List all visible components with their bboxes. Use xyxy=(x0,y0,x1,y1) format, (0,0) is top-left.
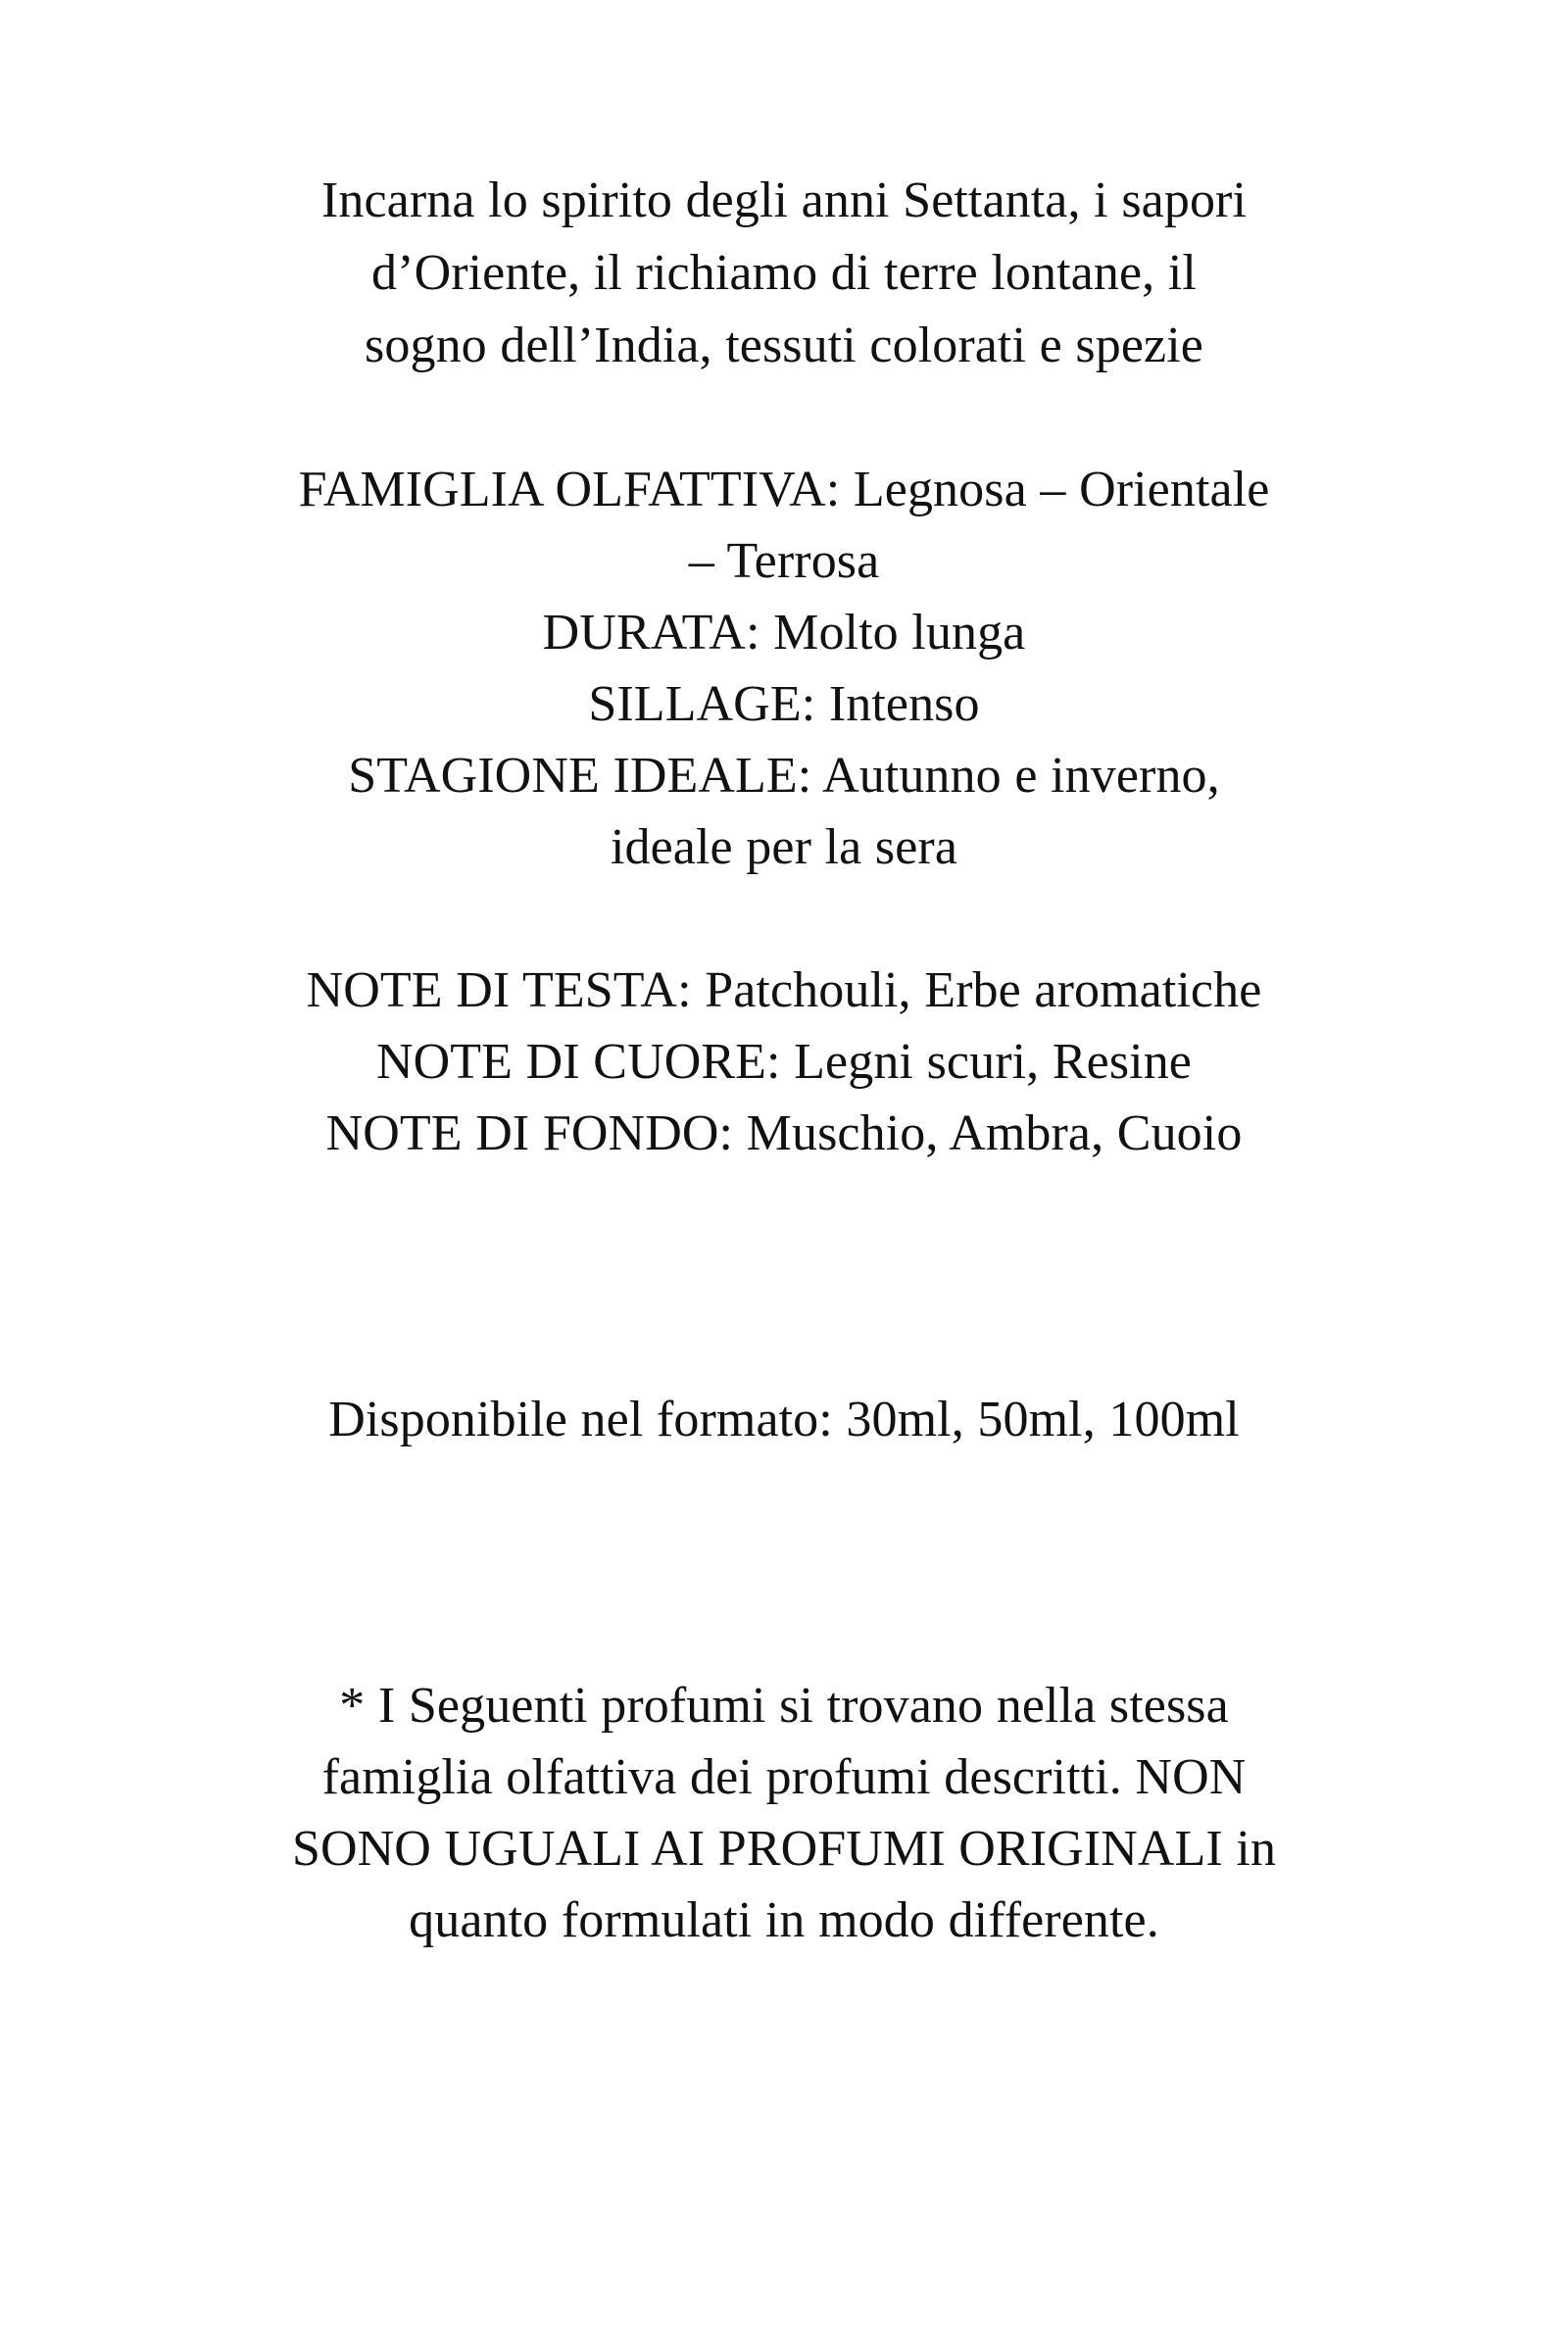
document-content xyxy=(132,0,1436,1956)
note-di-fondo-line: NOTE DI FONDO: Muschio, Ambra, Cuoio xyxy=(325,1105,1243,1161)
available-sizes-line: Disponibile nel formato: 30ml, 50ml, 100ml xyxy=(328,1392,1240,1447)
olfactory-profile-block xyxy=(132,454,1436,883)
disclaimer-line: famiglia olfattiva dei profumi descritti. NON xyxy=(321,1749,1247,1805)
durata-line: DURATA: Molto lunga xyxy=(542,605,1026,661)
famiglia-olfattiva-line: FAMIGLIA OLFATTIVA: Legnosa – Orientale xyxy=(298,462,1270,517)
disclaimer-line: quanto formulati in modo differente. xyxy=(409,1892,1159,1948)
block-spacer xyxy=(132,883,1436,955)
block-spacer xyxy=(132,1455,1436,1670)
fragrance-notes-block xyxy=(132,955,1436,1169)
stagione-ideale-continuation-line: ideale per la sera xyxy=(610,819,958,875)
block-spacer xyxy=(132,1169,1436,1384)
intro-paragraph xyxy=(132,165,1436,382)
disclaimer-line: * I Seguenti profumi si trovano nella stessa xyxy=(339,1678,1229,1734)
stagione-ideale-line: STAGIONE IDEALE: Autunno e inverno, xyxy=(348,748,1220,804)
famiglia-olfattiva-continuation-line: – Terrosa xyxy=(688,533,880,589)
intro-line: Incarna lo spirito degli anni Settanta, i sapori xyxy=(320,172,1248,228)
note-di-cuore-line: NOTE DI CUORE: Legni scuri, Resine xyxy=(376,1034,1192,1090)
note-di-testa-line: NOTE DI TESTA: Patchouli, Erbe aromatiche xyxy=(306,962,1262,1018)
sillage-line: SILLAGE: Intenso xyxy=(588,676,980,732)
available-sizes-block xyxy=(132,1384,1436,1455)
disclaimer-line: SONO UGUALI AI PROFUMI ORIGINALI in xyxy=(291,1821,1277,1877)
block-spacer xyxy=(132,382,1436,454)
disclaimer-block xyxy=(132,1670,1436,1956)
intro-line: sogno dell’India, tessuti colorati e spezie xyxy=(365,318,1203,373)
intro-line: d’Oriente, il richiamo di terre lontane, il xyxy=(371,245,1197,301)
